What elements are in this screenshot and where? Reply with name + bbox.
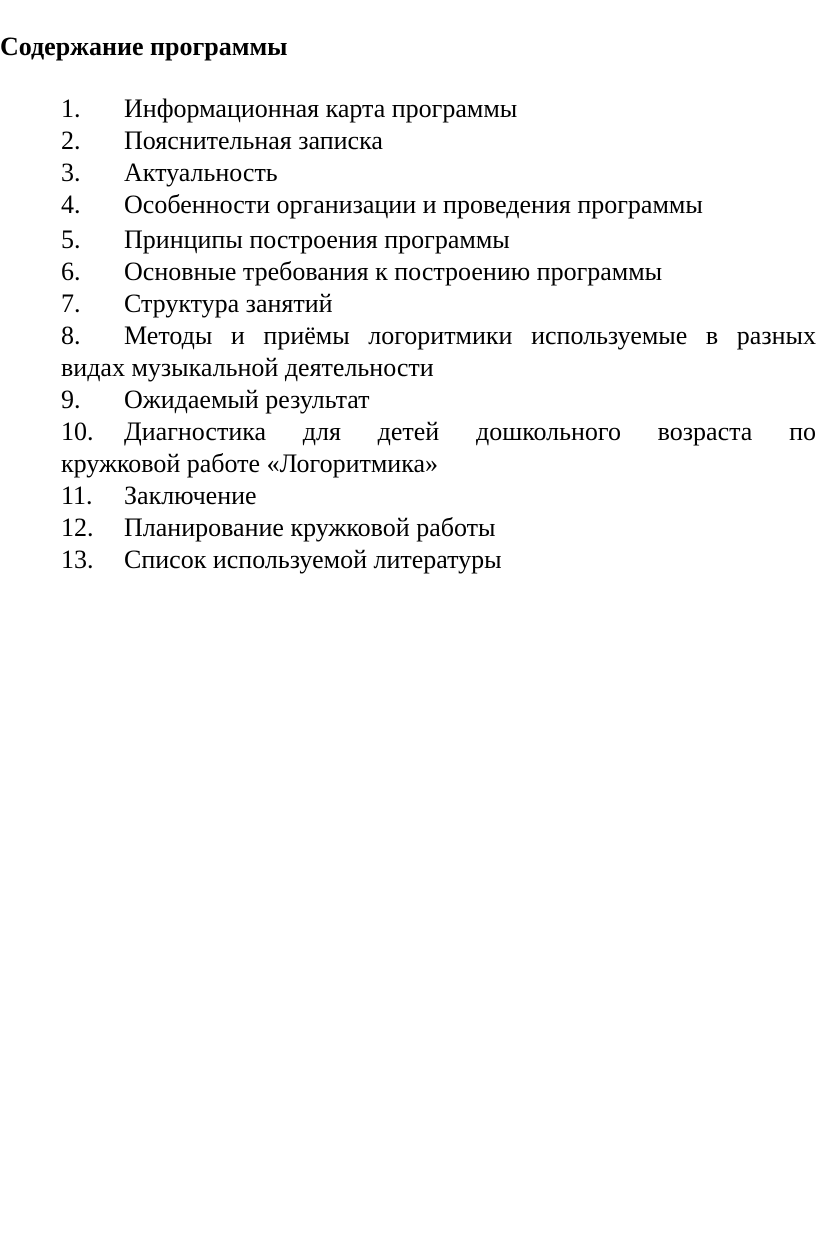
toc-item-2 — [0, 125, 816, 157]
toc-item-3 — [0, 157, 816, 189]
toc-item-10 — [0, 416, 816, 448]
toc-item-number: 6. — [61, 257, 81, 286]
toc-item-text-line-1: Методы и приёмы логоритмики используемые в разных — [124, 321, 816, 350]
toc-item-11 — [0, 480, 816, 512]
toc-item-4 — [0, 189, 816, 221]
toc-item-text-line-2: видах музыкальной деятельности — [61, 353, 434, 382]
toc-item-number: 8. — [61, 321, 81, 350]
toc-item-5 — [0, 224, 816, 256]
toc-item-text: Принципы построения программы — [124, 225, 510, 254]
toc-item-number: 7. — [61, 289, 81, 318]
toc-item-text: Основные требования к построению программы — [124, 257, 663, 286]
toc-item-number: 9. — [61, 385, 81, 414]
toc-item-number: 3. — [61, 158, 81, 187]
toc-item-text: Ожидаемый результат — [124, 385, 370, 414]
toc-item-number: 10. — [61, 417, 94, 446]
toc-item-number: 2. — [61, 126, 81, 155]
toc-item-number: 11. — [61, 481, 93, 510]
toc-item-text: Актуальность — [124, 158, 278, 187]
toc-item-10-continuation — [0, 448, 816, 480]
toc-item-text-line-2: кружковой работе «Логоритмика» — [61, 449, 438, 478]
table-of-contents — [0, 93, 816, 576]
toc-item-8 — [0, 320, 816, 352]
toc-item-text: Структура занятий — [124, 289, 333, 318]
toc-item-6 — [0, 256, 816, 288]
toc-item-text-line-1: Диагностика для детей дошкольного возраста по — [124, 417, 816, 446]
toc-item-12 — [0, 512, 816, 544]
toc-item-text: Пояснительная записка — [124, 126, 383, 155]
toc-item-text: Информационная карта программы — [124, 94, 518, 123]
toc-item-number: 1. — [61, 94, 81, 123]
toc-item-number: 13. — [61, 545, 94, 574]
toc-item-text: Особенности организации и проведения программы — [124, 190, 703, 219]
toc-item-number: 4. — [61, 190, 81, 219]
toc-item-1 — [0, 93, 816, 125]
toc-item-text: Планирование кружковой работы — [124, 513, 496, 542]
page-title: Содержание программы — [0, 32, 288, 61]
toc-item-number: 12. — [61, 513, 94, 542]
toc-item-number: 5. — [61, 225, 81, 254]
toc-item-text: Заключение — [124, 481, 257, 510]
toc-item-7 — [0, 288, 816, 320]
toc-item-8-continuation — [0, 352, 816, 384]
toc-item-13 — [0, 544, 816, 576]
toc-item-text: Список используемой литературы — [124, 545, 502, 574]
toc-item-9 — [0, 384, 816, 416]
